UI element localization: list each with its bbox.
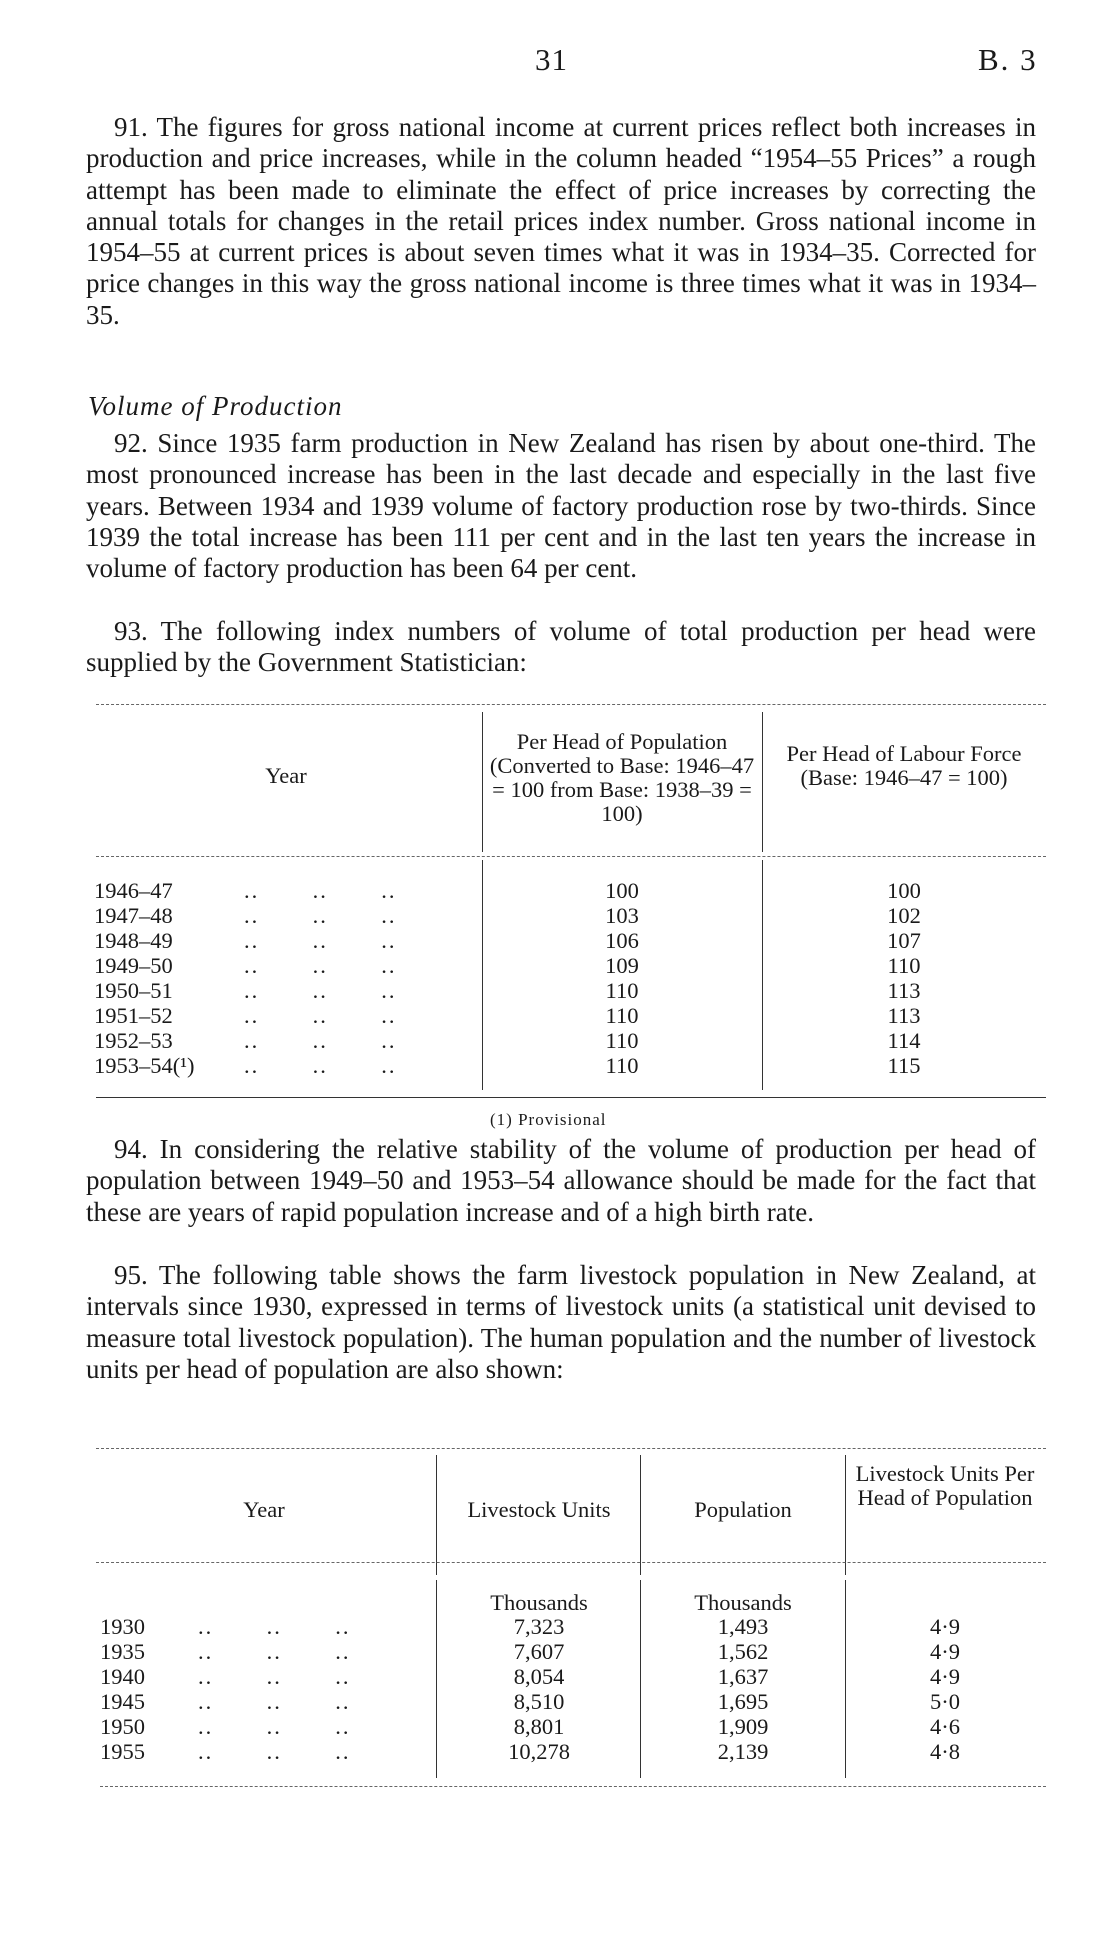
document-code: B. 3 [978, 42, 1038, 77]
table-cell-year: 1948–49 [94, 928, 173, 953]
table-cell-year: 1930 [100, 1614, 145, 1639]
table-divider [436, 1580, 437, 1778]
table-cell-value: 4·9 [930, 1664, 960, 1689]
table-cell-value: 7,323 [513, 1614, 565, 1639]
table-rule [96, 1097, 1046, 1098]
table-cell-value: 115 [887, 1053, 921, 1078]
table-divider [762, 860, 763, 1090]
column-header-livestock-units: Livestock Units [467, 1497, 611, 1522]
table-cell-year: 1950–51 [94, 978, 173, 1003]
table-divider [845, 1580, 846, 1778]
table-cell-value: 1,637 [717, 1664, 769, 1689]
table-cell-year: 1953–54(¹) [94, 1053, 195, 1078]
table-cell-year: 1949–50 [94, 953, 173, 978]
table-rule [96, 704, 1046, 705]
table-cell-value: 110 [605, 1003, 639, 1028]
table-rule [96, 856, 1046, 857]
table-cell-value: 5·0 [930, 1689, 960, 1714]
table-divider [762, 712, 763, 852]
leader-dots: .. .. .. [198, 1739, 351, 1764]
leader-dots: .. .. .. [244, 1003, 397, 1028]
leader-dots: .. .. .. [198, 1689, 351, 1714]
table-divider [436, 1455, 437, 1575]
table-cell-value: 106 [605, 928, 639, 953]
table-cell-value: 1,493 [717, 1614, 769, 1639]
table-rule [96, 1448, 1046, 1449]
table-cell-value: 103 [605, 903, 639, 928]
column-header-per-head-labour: Per Head of Labour Force (Base: 1946–47 = 100) [786, 741, 1022, 790]
table-cell-value: 8,801 [513, 1714, 565, 1739]
table-cell-value: 100 [605, 878, 639, 903]
leader-dots: .. .. .. [244, 928, 397, 953]
table-cell-value: 109 [605, 953, 639, 978]
table-cell-value: 1,695 [717, 1689, 769, 1714]
table-footnote: (1) Provisional [490, 1110, 607, 1129]
table-cell-value: 107 [887, 928, 921, 953]
column-header-year: Year [243, 1497, 285, 1522]
table-cell-value: 4·8 [930, 1739, 960, 1764]
paragraph-92: 92. Since 1935 farm production in New Zealand has risen by about one-third. The most pronounced increase has been in the last decade and especially in the last five years. Between 1934 and 1939 volume of factory production rose by two-thirds. Since 1939 the total increase has been 111 per cent and in the last ten years the increase in volume of factory production has been 64 per cent. [86, 428, 1036, 584]
table-cell-value: 110 [887, 953, 921, 978]
unit-label: Thousands [694, 1590, 792, 1615]
table-divider [482, 860, 483, 1090]
leader-dots: .. .. .. [244, 978, 397, 1003]
table-cell-year: 1946–47 [94, 878, 173, 903]
table-cell-value: 10,278 [508, 1739, 570, 1764]
leader-dots: .. .. .. [198, 1664, 351, 1689]
table-cell-year: 1945 [100, 1689, 145, 1714]
table-cell-value: 1,562 [717, 1639, 769, 1664]
table-cell-value: 113 [887, 1003, 921, 1028]
table-cell-value: 7,607 [513, 1639, 565, 1664]
leader-dots: .. .. .. [198, 1639, 351, 1664]
table-cell-value: 8,054 [513, 1664, 565, 1689]
table-cell-year: 1935 [100, 1639, 145, 1664]
column-header-population: Population [694, 1497, 792, 1522]
page-number: 31 [535, 42, 568, 77]
column-header-per-head-population: Per Head of Population (Converted to Base: 1946–47 = 100 from Base: 1938–39 = 100) [489, 729, 755, 826]
table-cell-value: 102 [887, 903, 921, 928]
column-header-per-head: Livestock Units Per Head of Population [855, 1461, 1035, 1510]
section-heading: Volume of Production [88, 391, 343, 421]
table-cell-year: 1947–48 [94, 903, 173, 928]
table-cell-value: 4·9 [930, 1614, 960, 1639]
table-cell-value: 110 [605, 1053, 639, 1078]
table-cell-year: 1955 [100, 1739, 145, 1764]
table-cell-value: 113 [887, 978, 921, 1003]
table-rule [96, 1562, 1046, 1563]
table-cell-value: 110 [605, 978, 639, 1003]
table-cell-value: 8,510 [513, 1689, 565, 1714]
column-header-year: Year [265, 763, 307, 788]
table-divider [845, 1455, 846, 1575]
leader-dots: .. .. .. [244, 903, 397, 928]
table-cell-year: 1950 [100, 1714, 145, 1739]
table-cell-value: 1,909 [717, 1714, 769, 1739]
leader-dots: .. .. .. [244, 1028, 397, 1053]
table-cell-value: 100 [887, 878, 921, 903]
leader-dots: .. .. .. [198, 1614, 351, 1639]
paragraph-94: 94. In considering the relative stability of the volume of production per head of population between 1949–50 and 1953–54 allowance should be made for the fact that these are years of rapid population increase and of a high birth rate. [86, 1134, 1036, 1227]
leader-dots: .. .. .. [244, 878, 397, 903]
table-cell-value: 2,139 [717, 1739, 769, 1764]
leader-dots: .. .. .. [244, 953, 397, 978]
table-cell-year: 1952–53 [94, 1028, 173, 1053]
paragraph-91: 91. The figures for gross national income at current prices reflect both increases in production and price increases, while in the column headed “1954–55 Prices” a rough attempt has been made to eliminate the effect of price increases by correcting the annual totals for changes in the retail prices index number. Gross national income in 1954–55 at current prices is about seven times what it was in 1934–35. Corrected for price changes in this way the gross national income is three times what it was in 1934–35. [86, 112, 1036, 330]
leader-dots: .. .. .. [244, 1053, 397, 1078]
table-cell-year: 1940 [100, 1664, 145, 1689]
table-cell-value: 4·6 [930, 1714, 960, 1739]
unit-label: Thousands [490, 1590, 588, 1615]
table-divider [482, 712, 483, 852]
table-divider [640, 1455, 641, 1575]
table-cell-value: 4·9 [930, 1639, 960, 1664]
paragraph-95: 95. The following table shows the farm livestock population in New Zealand, at intervals since 1930, expressed in terms of livestock units (a statistical unit devised to measure total livestock population). The human population and the number of livestock units per head of population are also shown: [86, 1260, 1036, 1384]
table-divider [640, 1580, 641, 1778]
table-cell-value: 110 [605, 1028, 639, 1053]
table-cell-year: 1951–52 [94, 1003, 173, 1028]
leader-dots: .. .. .. [198, 1714, 351, 1739]
table-cell-value: 114 [887, 1028, 921, 1053]
table-rule [100, 1786, 1046, 1787]
paragraph-93: 93. The following index numbers of volume of total production per head were supplied by the Government Statistician: [86, 616, 1036, 678]
